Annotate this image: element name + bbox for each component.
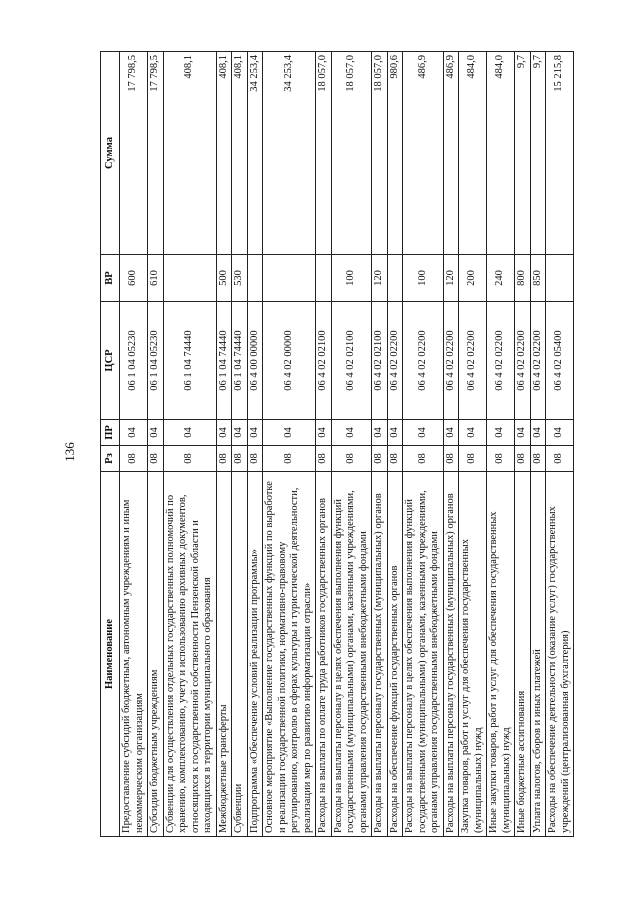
cell-vr [316, 255, 332, 302]
cell-sum: 408,1 [163, 52, 216, 255]
table-row [387, 52, 403, 837]
cell-rz: 08 [247, 446, 263, 472]
cell-name: Закупка товаров, работ и услуг для обеспечения государственных (муниципальных) нужд [459, 472, 487, 837]
table-row [247, 52, 263, 837]
table-row [403, 52, 444, 837]
cell-vr: 240 [487, 255, 515, 302]
cell-pr: 04 [148, 420, 164, 446]
cell-pr: 04 [232, 420, 248, 446]
cell-pr: 04 [120, 420, 148, 446]
cell-csr: 06 1 04 74440 [216, 302, 232, 420]
table-row [487, 52, 515, 837]
cell-vr: 610 [148, 255, 164, 302]
cell-csr: 06 4 02 02100 [372, 302, 388, 420]
cell-pr: 04 [216, 420, 232, 446]
cell-name: Уплата налогов, сборов и иных платежей [530, 472, 546, 837]
cell-sum: 9,7 [515, 52, 531, 255]
cell-name: Субсидии бюджетным учреждениям [148, 472, 164, 837]
cell-vr: 200 [459, 255, 487, 302]
cell-sum: 408,1 [216, 52, 232, 255]
table-row [515, 52, 531, 837]
cell-pr: 04 [530, 420, 546, 446]
cell-csr: 06 4 02 02100 [316, 302, 332, 420]
cell-csr: 06 4 02 02200 [515, 302, 531, 420]
cell-rz: 08 [487, 446, 515, 472]
cell-csr: 06 1 04 05230 [120, 302, 148, 420]
cell-sum: 9,7 [530, 52, 546, 255]
table-row [443, 52, 459, 837]
table-header-row [101, 52, 120, 837]
header-sum: Сумма [101, 52, 120, 255]
cell-name: Расходы на выплаты персоналу в целях обеспечения выполнения функций государственными (муниципальными) органами, казенными учреждениями, органами управления государственными внебюджетными фондами [331, 472, 372, 837]
cell-name: Расходы на обеспечение функций государственных органов [387, 472, 403, 837]
cell-sum: 34 253,4 [247, 52, 263, 255]
cell-pr: 04 [459, 420, 487, 446]
cell-csr: 06 4 02 02100 [331, 302, 372, 420]
cell-sum: 17 798,5 [148, 52, 164, 255]
cell-pr: 04 [247, 420, 263, 446]
cell-rz: 08 [163, 446, 216, 472]
cell-sum: 486,9 [403, 52, 444, 255]
cell-vr: 850 [530, 255, 546, 302]
cell-vr [387, 255, 403, 302]
cell-pr: 04 [372, 420, 388, 446]
cell-vr: 100 [403, 255, 444, 302]
cell-csr: 06 4 00 00000 [247, 302, 263, 420]
cell-name: Субвенции [232, 472, 248, 837]
cell-name: Межбюджетные трансферты [216, 472, 232, 837]
cell-vr: 800 [515, 255, 531, 302]
cell-vr: 100 [331, 255, 372, 302]
cell-csr: 06 4 02 02200 [459, 302, 487, 420]
cell-sum: 18 057,0 [331, 52, 372, 255]
cell-pr: 04 [387, 420, 403, 446]
table-row [120, 52, 148, 837]
cell-pr: 04 [331, 420, 372, 446]
header-csr: ЦСР [101, 302, 120, 420]
table-row [163, 52, 216, 837]
table-row [459, 52, 487, 837]
cell-pr: 04 [546, 420, 574, 446]
table-row [232, 52, 248, 837]
cell-sum: 15 215,8 [546, 52, 574, 255]
header-rz: Рз [101, 446, 120, 472]
cell-rz: 08 [372, 446, 388, 472]
cell-pr: 04 [487, 420, 515, 446]
cell-pr: 04 [515, 420, 531, 446]
cell-rz: 08 [232, 446, 248, 472]
cell-pr: 04 [316, 420, 332, 446]
cell-vr: 530 [232, 255, 248, 302]
cell-csr: 06 4 02 00000 [263, 302, 316, 420]
cell-sum: 980,6 [387, 52, 403, 255]
table-row [148, 52, 164, 837]
cell-name: Предоставление субсидий бюджетным, автономным учреждениям и иным некоммерческим организациям [120, 472, 148, 837]
cell-csr: 06 4 02 02200 [530, 302, 546, 420]
cell-name: Расходы на выплаты персоналу государственных (муниципальных) органов [443, 472, 459, 837]
cell-name: Расходы на выплаты по оплате труда работников государственных органов [316, 472, 332, 837]
cell-sum: 484,0 [487, 52, 515, 255]
cell-name: Иные бюджетные ассигнования [515, 472, 531, 837]
cell-sum: 17 798,5 [120, 52, 148, 255]
cell-name: Расходы на выплаты персоналу в целях обеспечения выполнения функций государственными (муниципальными) органами, казенными учреждениями, органами управления государственными внебюджетными фондами [403, 472, 444, 837]
table-row [530, 52, 546, 837]
cell-sum: 18 057,0 [372, 52, 388, 255]
cell-csr: 06 4 02 02200 [487, 302, 515, 420]
cell-rz: 08 [546, 446, 574, 472]
cell-csr: 06 4 02 02200 [403, 302, 444, 420]
table-row [216, 52, 232, 837]
cell-rz: 08 [263, 446, 316, 472]
table-row [372, 52, 388, 837]
cell-rz: 08 [459, 446, 487, 472]
cell-csr: 06 4 02 02200 [443, 302, 459, 420]
header-name: Наименование [101, 472, 120, 837]
cell-vr: 120 [443, 255, 459, 302]
cell-sum: 486,9 [443, 52, 459, 255]
cell-name: Иные закупки товаров, работ и услуг для обеспечения государственных (муниципальных) нужд [487, 472, 515, 837]
cell-pr: 04 [263, 420, 316, 446]
cell-csr: 06 4 02 05400 [546, 302, 574, 420]
cell-vr [163, 255, 216, 302]
cell-sum: 408,1 [232, 52, 248, 255]
cell-rz: 08 [120, 446, 148, 472]
cell-pr: 04 [443, 420, 459, 446]
cell-name: Расходы на обеспечение деятельности (оказание услуг) государственных учреждений (централизованная бухгалтерия) [546, 472, 574, 837]
table-row [331, 52, 372, 837]
cell-name: Расходы на выплаты персоналу государственных (муниципальных) органов [372, 472, 388, 837]
cell-rz: 08 [515, 446, 531, 472]
header-vr: ВР [101, 255, 120, 302]
cell-rz: 08 [148, 446, 164, 472]
cell-csr: 06 1 04 74440 [232, 302, 248, 420]
cell-sum: 34 253,4 [263, 52, 316, 255]
rotated-table-container [100, 52, 605, 837]
cell-vr: 600 [120, 255, 148, 302]
cell-sum: 18 057,0 [316, 52, 332, 255]
cell-rz: 08 [316, 446, 332, 472]
cell-vr: 500 [216, 255, 232, 302]
cell-rz: 08 [331, 446, 372, 472]
cell-vr: 120 [372, 255, 388, 302]
page-number: 136 [62, 442, 77, 462]
cell-rz: 08 [530, 446, 546, 472]
cell-pr: 04 [403, 420, 444, 446]
cell-csr: 06 1 04 05230 [148, 302, 164, 420]
cell-name: Основное мероприятие «Выполнение государственных функций по выработке и реализации государственной политики, нормативно-правовому регулированию, контролю в сферах культуры и туристической деятельности, реализации мер по развитию информатизации отрасли» [263, 472, 316, 837]
cell-pr: 04 [163, 420, 216, 446]
budget-table [100, 51, 574, 837]
table-row [316, 52, 332, 837]
cell-vr [247, 255, 263, 302]
cell-vr [263, 255, 316, 302]
cell-name: Субвенции для осуществления отдельных государственных полномочий по хранению, комплектованию, учету и использованию архивных документов, относящихся к государственной собственности Пензенской области и находящихся в территории муниципального образования [163, 472, 216, 837]
cell-rz: 08 [387, 446, 403, 472]
cell-rz: 08 [443, 446, 459, 472]
cell-csr: 06 1 04 74440 [163, 302, 216, 420]
table-row [546, 52, 574, 837]
cell-vr [546, 255, 574, 302]
cell-sum: 484,0 [459, 52, 487, 255]
cell-rz: 08 [216, 446, 232, 472]
header-pr: ПР [101, 420, 120, 446]
cell-csr: 06 4 02 02200 [387, 302, 403, 420]
table-row [263, 52, 316, 837]
table-body [120, 52, 574, 837]
cell-rz: 08 [403, 446, 444, 472]
cell-name: Подпрограмма «Обеспечение условий реализации программы» [247, 472, 263, 837]
